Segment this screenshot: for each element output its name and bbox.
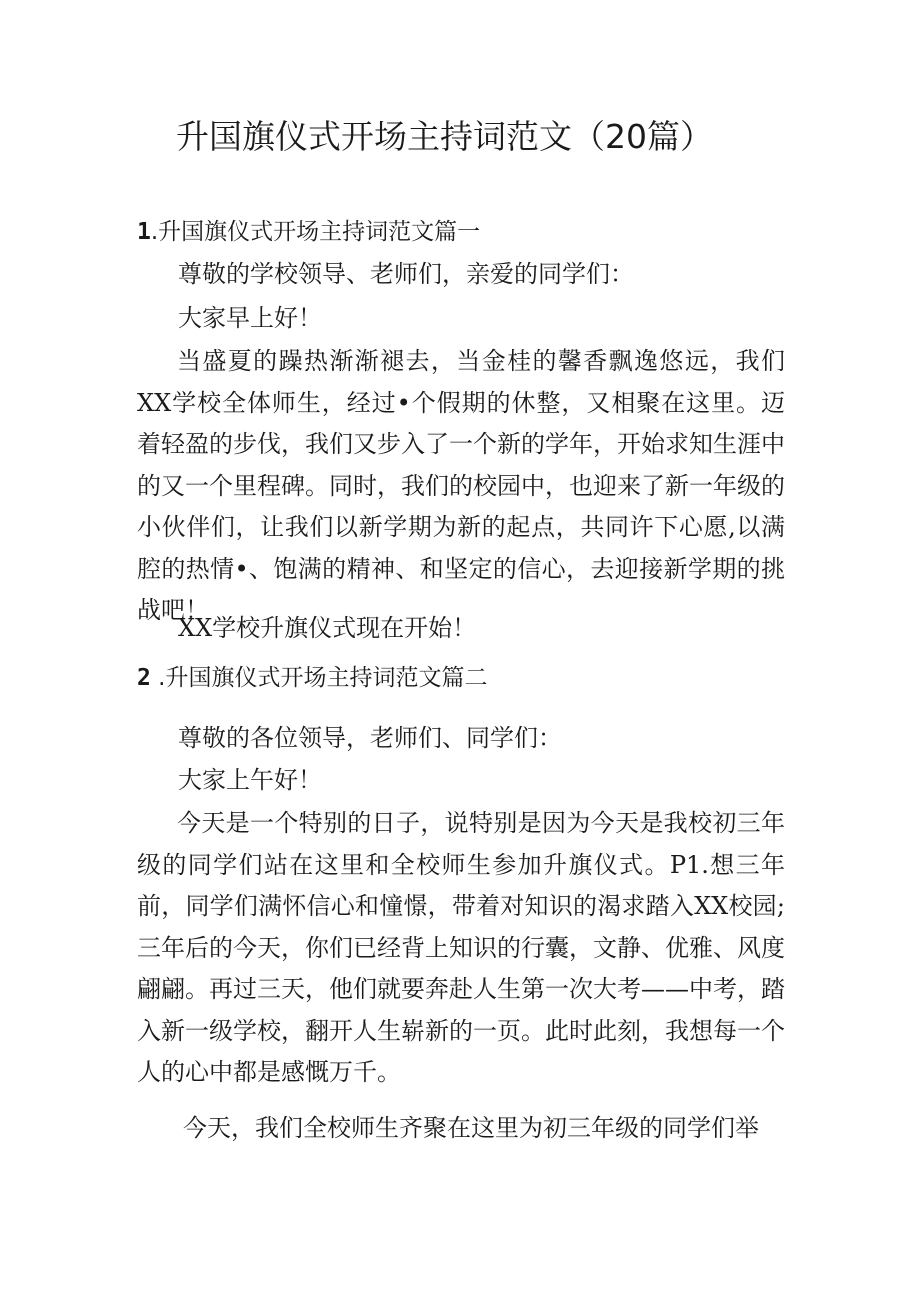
section-heading-2 [137, 658, 487, 698]
body-paragraph: 当盛夏的躁热渐渐褪去，当金桂的馨香飘逸悠远，我们XX学校全体师生，经过•个假期的休整，又相聚在这里。迈着轻盈的步伐，我们又步入了一个新的学年，开始求知生涯中的又一个里程碑。同时，我们的校园中，也迎来了新一年级的小伙伴们，让我们以新学期为新的起点，共同许下心愿,以满腔的热情•、饱满的精神、和坚定的信心，去迎接新学期的挑战吧！ [137, 347, 785, 624]
salutation: 尊敬的学校领导、老师们，亲爱的同学们： [178, 260, 634, 288]
section-heading-text: .升国旗仪式开场主持词范文篇一 [150, 219, 481, 245]
closing-line: XX学校升旗仪式现在开始！ [178, 614, 477, 642]
section-heading-text: .升国旗仪式开场主持词范文篇二 [150, 665, 488, 691]
greeting: 大家早上好！ [178, 304, 322, 332]
document-title: 升国旗仪式开场主持词范文（20篇） [176, 117, 713, 156]
section-heading-1 [137, 212, 480, 252]
section-number: 1 [137, 219, 151, 245]
continuation-line: 今天，我们全校师生齐聚在这里为初三年级的同学们举 [183, 1114, 759, 1142]
body-paragraph: 今天是一个特别的日子，说特别是因为今天是我校初三年级的同学们站在这里和全校师生参加升旗仪式。P1.想三年前，同学们满怀信心和憧憬，带着对知识的渴求踏入XX校园;三年后的今天，你们已经背上知识的行囊，文静、优雅、风度翩翩。再过三天，他们就要奔赴人生第一次大考——中考，踏入新一级学校，翻开人生崭新的一页。此时此刻，我想每一个人的心中都是感慨万千。 [137, 809, 785, 1086]
greeting: 大家上午好！ [178, 766, 322, 794]
section-number: 2 [137, 665, 151, 691]
salutation: 尊敬的各位领导，老师们、同学们： [178, 724, 562, 752]
